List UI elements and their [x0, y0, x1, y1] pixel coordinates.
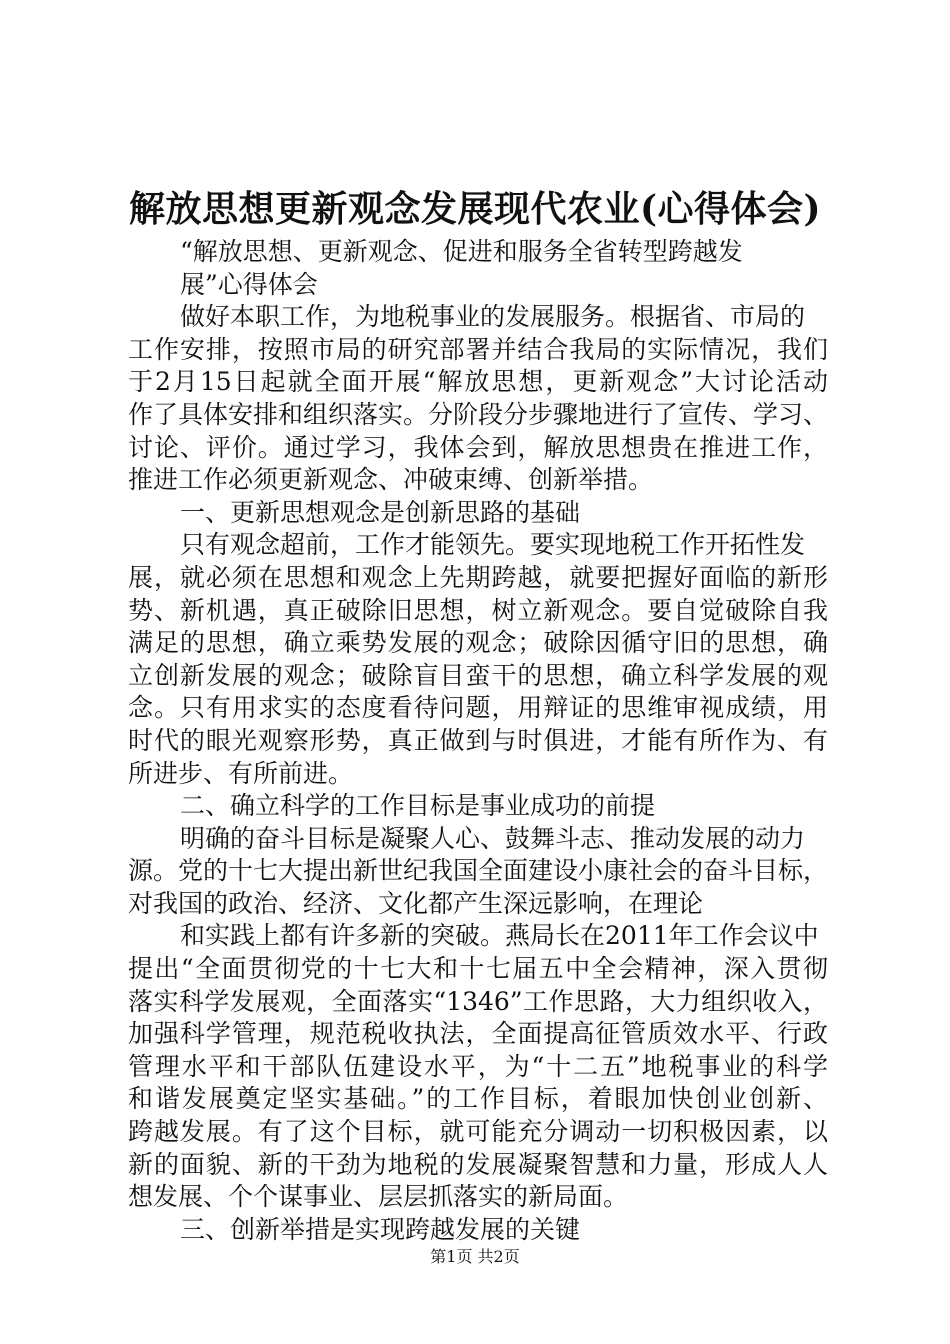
- text-line: 推进工作必须更新观念、冲破束缚、创新举措。: [128, 465, 654, 495]
- section-heading: 三、创新举措是实现跨越发展的关键: [180, 1214, 581, 1244]
- text-line: 时代的眼光观察形势，真正做到与时俱进，才能有所作为、有: [128, 725, 828, 755]
- text-line: 于2月15日起就全面开展“解放思想，更新观念”大讨论活动: [128, 367, 828, 397]
- text-line: 做好本职工作，为地税事业的发展服务。根据省、市局的: [180, 302, 806, 332]
- text-line: “解放思想、更新观念、促进和服务全省转型跨越发: [180, 237, 743, 266]
- text-line: 和谐发展奠定坚实基础。”的工作目标，着眼加快创业创新、: [128, 1084, 828, 1114]
- text-line: 管理水平和干部队伍建设水平，为“十二五”地税事业的科学: [128, 1051, 828, 1081]
- text-line: 念。只有用求实的态度看待问题，用辩证的思维审视成绩，用: [128, 693, 828, 723]
- text-line: 和实践上都有许多新的突破。燕局长在2011年工作会议中: [180, 921, 819, 951]
- text-line: 讨论、评价。通过学习，我体会到，解放思想贵在推进工作，: [128, 432, 828, 462]
- text-line: 势、新机遇，真正破除旧思想，树立新观念。要自觉破除自我: [128, 595, 828, 625]
- text-line: 明确的奋斗目标是凝聚人心、鼓舞斗志、推动发展的动力: [180, 823, 806, 853]
- text-line: 只有观念超前，工作才能领先。要实现地税工作开拓性发: [180, 530, 806, 560]
- text-line: 新的面貌、新的干劲为地税的发展凝聚智慧和力量，形成人人: [128, 1149, 828, 1179]
- text-line: 工作安排，按照市局的研究部署并结合我局的实际情况，我们: [128, 334, 828, 364]
- text-line: 提出“全面贯彻党的十七大和十七届五中全会精神，深入贯彻: [128, 954, 828, 984]
- text-line: 源。党的十七大提出新世纪我国全面建设小康社会的奋斗目标，: [128, 856, 828, 886]
- text-line: 加强科学管理，规范税收执法，全面提高征管质效水平、行政: [128, 1019, 828, 1049]
- section-heading: 一、更新思想观念是创新思路的基础: [180, 497, 581, 527]
- document-body: [128, 236, 828, 1246]
- text-line: 满足的思想，确立乘势发展的观念；破除因循守旧的思想，确: [128, 628, 828, 658]
- document-title: 解放思想更新观念发展现代农业(心得体会): [128, 188, 822, 230]
- section-heading: 二、确立科学的工作目标是事业成功的前提: [180, 791, 656, 821]
- text-line: 想发展、个个谋事业、层层抓落实的新局面。: [128, 1182, 629, 1212]
- text-line: 对我国的政治、经济、文化都产生深远影响，在理论: [128, 888, 704, 918]
- text-line: 立创新发展的观念；破除盲目蛮干的思想，确立科学发展的观: [128, 660, 828, 690]
- text-line: 跨越发展。有了这个目标，就可能充分调动一切积极因素，以: [128, 1117, 828, 1147]
- text-line: 展，就必须在思想和观念上先期跨越，就要把握好面临的新形: [128, 562, 828, 592]
- text-line: 作了具体安排和组织落实。分阶段分步骤地进行了宣传、学习、: [128, 399, 828, 429]
- page-footer: 第1页 共2页: [430, 1247, 520, 1266]
- text-line: 展”心得体会: [180, 269, 318, 299]
- text-line: 所进步、有所前进。: [128, 758, 354, 788]
- text-line: 落实科学发展观，全面落实“1346”工作思路，大力组织收入，: [128, 986, 828, 1016]
